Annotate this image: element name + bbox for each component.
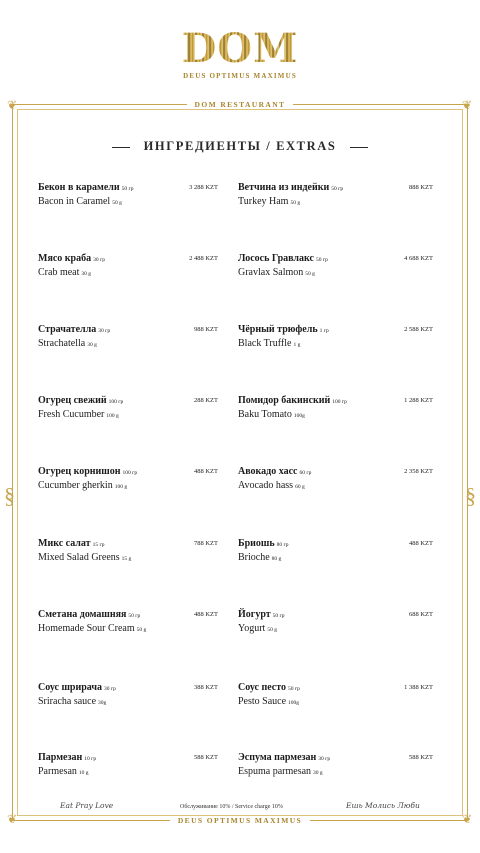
section-title: ИНГРЕДИЕНТЫ / EXTRAS — [143, 139, 337, 153]
item-name-en: Mixed Salad Greens 15 g — [38, 552, 132, 563]
corner-ornament-icon: ❦ — [7, 98, 18, 112]
section-heading — [0, 139, 480, 154]
item-price: 2 588 KZT — [404, 326, 433, 333]
footer-motto-ru: Ешь Молись Люби — [346, 801, 420, 810]
menu-item — [38, 182, 218, 216]
heading-rule-left — [112, 147, 130, 148]
item-name-ru: Лосось Гравлакс 50 гр — [238, 253, 328, 264]
menu-item — [38, 752, 218, 786]
item-price: 688 KZT — [408, 611, 433, 618]
item-name-ru: Пармезан 10 гр — [38, 752, 97, 763]
corner-ornament-icon: ❦ — [462, 812, 473, 826]
item-name-en: Baku Tomato 100g — [238, 409, 305, 420]
item-name-ru: Эспума пармезан 30 гр — [238, 752, 331, 763]
item-name-en: Brioche 80 g — [238, 552, 282, 563]
item-name-ru: Йогурт 50 гр — [238, 609, 285, 620]
item-name-en: Pesto Sauce 100g — [238, 696, 300, 707]
item-name-en: Crab meat 30 g — [38, 267, 91, 278]
item-price: 3 288 KZT — [189, 184, 218, 191]
item-price: 588 KZT — [408, 754, 433, 761]
item-name-en: Fresh Cucumber 100 g — [38, 409, 119, 420]
menu-item — [38, 538, 218, 572]
item-name-en: Parmesan 10 g — [38, 766, 89, 777]
item-name-en: Sriracha sauce 30g — [38, 696, 107, 707]
item-price: 288 KZT — [193, 397, 218, 404]
menu-item — [238, 253, 433, 287]
logo-wordmark: DOM — [181, 25, 299, 72]
item-name-en: Cucumber gherkin 100 g — [38, 480, 128, 491]
item-name-ru: Мясо краба 30 гр — [38, 253, 106, 264]
side-ornament-icon: § — [4, 483, 15, 508]
corner-ornament-icon: ❦ — [7, 812, 18, 826]
item-name-ru: Огурец корнишон 100 гр — [38, 466, 138, 477]
item-name-en: Espuma parmesan 30 g — [238, 766, 323, 777]
side-ornament-icon: § — [465, 483, 476, 508]
item-price: 788 KZT — [193, 540, 218, 547]
item-name-en: Gravlax Salmon 50 g — [238, 267, 315, 278]
menu-item — [38, 253, 218, 287]
item-name-ru: Микс салат 15 гр — [38, 538, 105, 549]
item-name-en: Homemade Sour Cream 50 g — [38, 623, 147, 634]
menu-item — [238, 538, 433, 572]
item-price: 588 KZT — [193, 754, 218, 761]
item-price: 2 358 KZT — [404, 468, 433, 475]
frame-bottom-label — [0, 816, 480, 825]
item-price: 388 KZT — [193, 684, 218, 691]
item-name-ru: Помидор бакинский 100 гр — [238, 395, 347, 406]
item-name-ru: Огурец свежий 100 гр — [38, 395, 124, 406]
item-price: 1 288 KZT — [404, 397, 433, 404]
item-name-ru: Соус песто 50 гр — [238, 682, 300, 693]
menu-item — [238, 395, 433, 429]
menu-item — [38, 324, 218, 358]
item-name-ru: Бекон в карамели 50 гр — [38, 182, 134, 193]
frame-top-label — [0, 98, 480, 112]
corner-ornament-icon: ❦ — [462, 98, 473, 112]
menu-item — [238, 324, 433, 358]
item-name-en: Avocado hass 60 g — [238, 480, 305, 491]
item-name-ru: Бриошь 80 гр — [238, 538, 289, 549]
item-name-ru: Сметана домашняя 50 гр — [38, 609, 141, 620]
logo-tagline: DEUS OPTIMUS MAXIMUS — [183, 72, 297, 80]
item-name-en: Yogurt 50 g — [238, 623, 277, 634]
menu-item — [38, 395, 218, 429]
item-name-ru: Чёрный трюфель 1 гр — [238, 324, 329, 335]
item-name-ru: Страчателла 30 гр — [38, 324, 111, 335]
item-price: 2 488 KZT — [189, 255, 218, 262]
heading-rule-right — [350, 147, 368, 148]
item-price: 488 KZT — [193, 468, 218, 475]
item-price: 4 688 KZT — [404, 255, 433, 262]
item-name-en: Strachatella 30 g — [38, 338, 97, 349]
menu-item — [238, 682, 433, 716]
menu-item — [38, 682, 218, 716]
restaurant-name: DOM RESTAURANT — [187, 100, 294, 109]
item-name-en: Black Truffle 1 g — [238, 338, 301, 349]
footer-motto-en: Eat Pray Love — [60, 801, 114, 810]
menu-item — [238, 752, 433, 786]
item-price: 488 KZT — [408, 540, 433, 547]
menu-item — [238, 466, 433, 500]
item-name-ru: Авокадо хасс 60 гр — [238, 466, 312, 477]
item-name-ru: Ветчина из индейки 50 гр — [238, 182, 344, 193]
menu-item — [38, 466, 218, 500]
item-price: 988 KZT — [193, 326, 218, 333]
item-name-en: Turkey Ham 50 g — [238, 196, 301, 207]
item-name-ru: Соус шрирача 30 гр — [38, 682, 116, 693]
item-price: 488 KZT — [193, 611, 218, 618]
item-price: 888 KZT — [408, 184, 433, 191]
item-name-en: Bacon in Caramel 50 g — [38, 196, 122, 207]
menu-item — [38, 609, 218, 643]
bottom-motto: DEUS OPTIMUS MAXIMUS — [170, 816, 310, 825]
service-charge-note: Обслуживание 10% / Service charge 10% — [180, 804, 283, 810]
menu-item — [238, 609, 433, 643]
item-price: 1 388 KZT — [404, 684, 433, 691]
menu-item — [238, 182, 433, 216]
logo — [0, 25, 480, 80]
